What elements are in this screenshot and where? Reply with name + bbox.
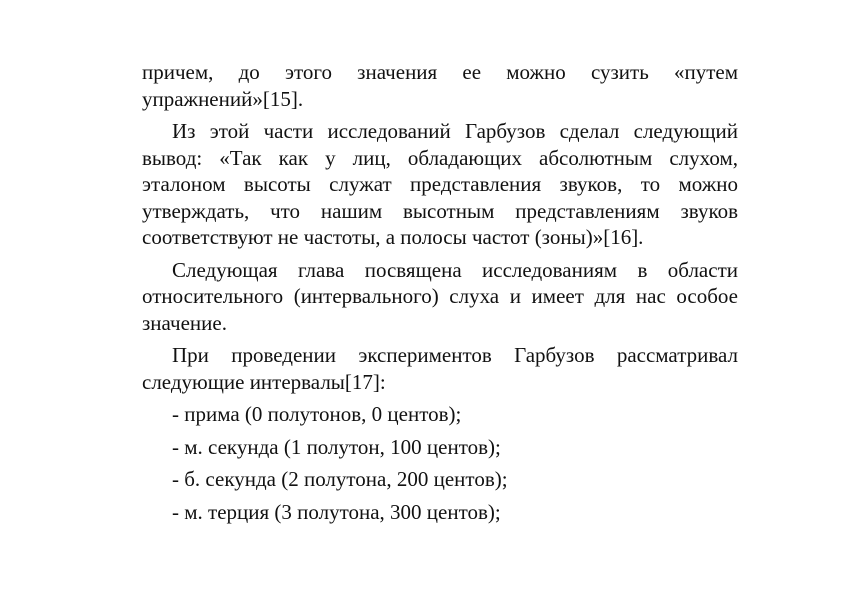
paragraph-relative-hearing: Следующая глава посвящена исследованиям в области относительного (интервального) слуха и имеет для нас особое значение.	[142, 257, 738, 335]
paragraph-conclusion: Из этой части исследований Гарбузов сделал следующий вывод: «Так как у лиц, обладающих абсолютным слухом, эталоном высоты служат представления звуков, то можно утверждать, что нашим высотным представлениям звуков соответствуют не частоты, а полосы частот (зоны)»[16].	[142, 119, 738, 249]
interval-list-item: - м. секунда (1 полутон, 100 центов);	[172, 434, 501, 459]
document-page	[142, 59, 738, 531]
interval-list-item: - прима (0 полутонов, 0 центов);	[172, 402, 462, 426]
interval-list-item: - м. терция (3 полутона, 300 центов);	[172, 499, 501, 524]
paragraph-continuation: причем, до этого значения ее можно сузить «путем упражнений»[15].	[142, 60, 738, 111]
paragraph-intervals-intro: При проведении экспериментов Гарбузов рассматривал следующие интервалы[17]:	[142, 343, 738, 394]
interval-list-item: - б. секунда (2 полутона, 200 центов);	[172, 467, 508, 491]
